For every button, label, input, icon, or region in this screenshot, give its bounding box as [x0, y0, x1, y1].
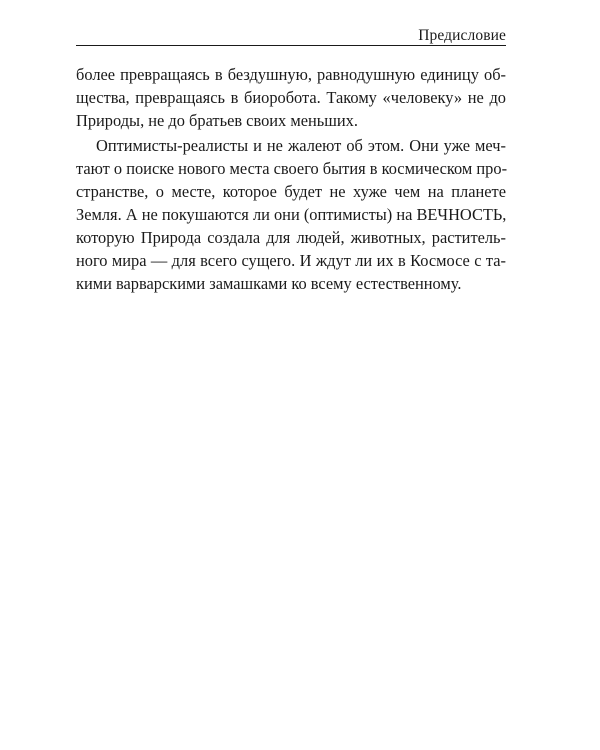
- header-rule: [76, 45, 506, 46]
- text-line: щества, превращаясь в биоробота. Такому «человеку» не до: [76, 88, 506, 107]
- text-line: которую Природа создала для людей, животных, раститель-: [76, 228, 506, 247]
- text-line: Оптимисты-реалисты и не жалеют об этом. Они уже меч-: [96, 136, 506, 155]
- text-line: кими варварскими замашками ко всему естественному.: [76, 274, 462, 293]
- body-text: [76, 63, 506, 295]
- running-head: Предисловие: [418, 27, 506, 44]
- paragraph-2: [76, 134, 506, 295]
- text-line: более превращаясь в бездушную, равнодушную единицу об-: [76, 65, 506, 84]
- text-line: тают о поиске нового места своего бытия в космическом про-: [76, 159, 508, 178]
- text-line: ного мира — для всего сущего. И ждут ли их в Космосе с та-: [76, 251, 506, 270]
- text-line: странстве, о месте, которое будет не хуже чем на планете: [76, 182, 506, 201]
- paragraph-1: [76, 63, 506, 132]
- text-line: Земля. А не покушаются ли они (оптимисты) на ВЕЧНОСТЬ,: [76, 205, 507, 224]
- text-line: Природы, не до братьев своих меньших.: [76, 111, 358, 130]
